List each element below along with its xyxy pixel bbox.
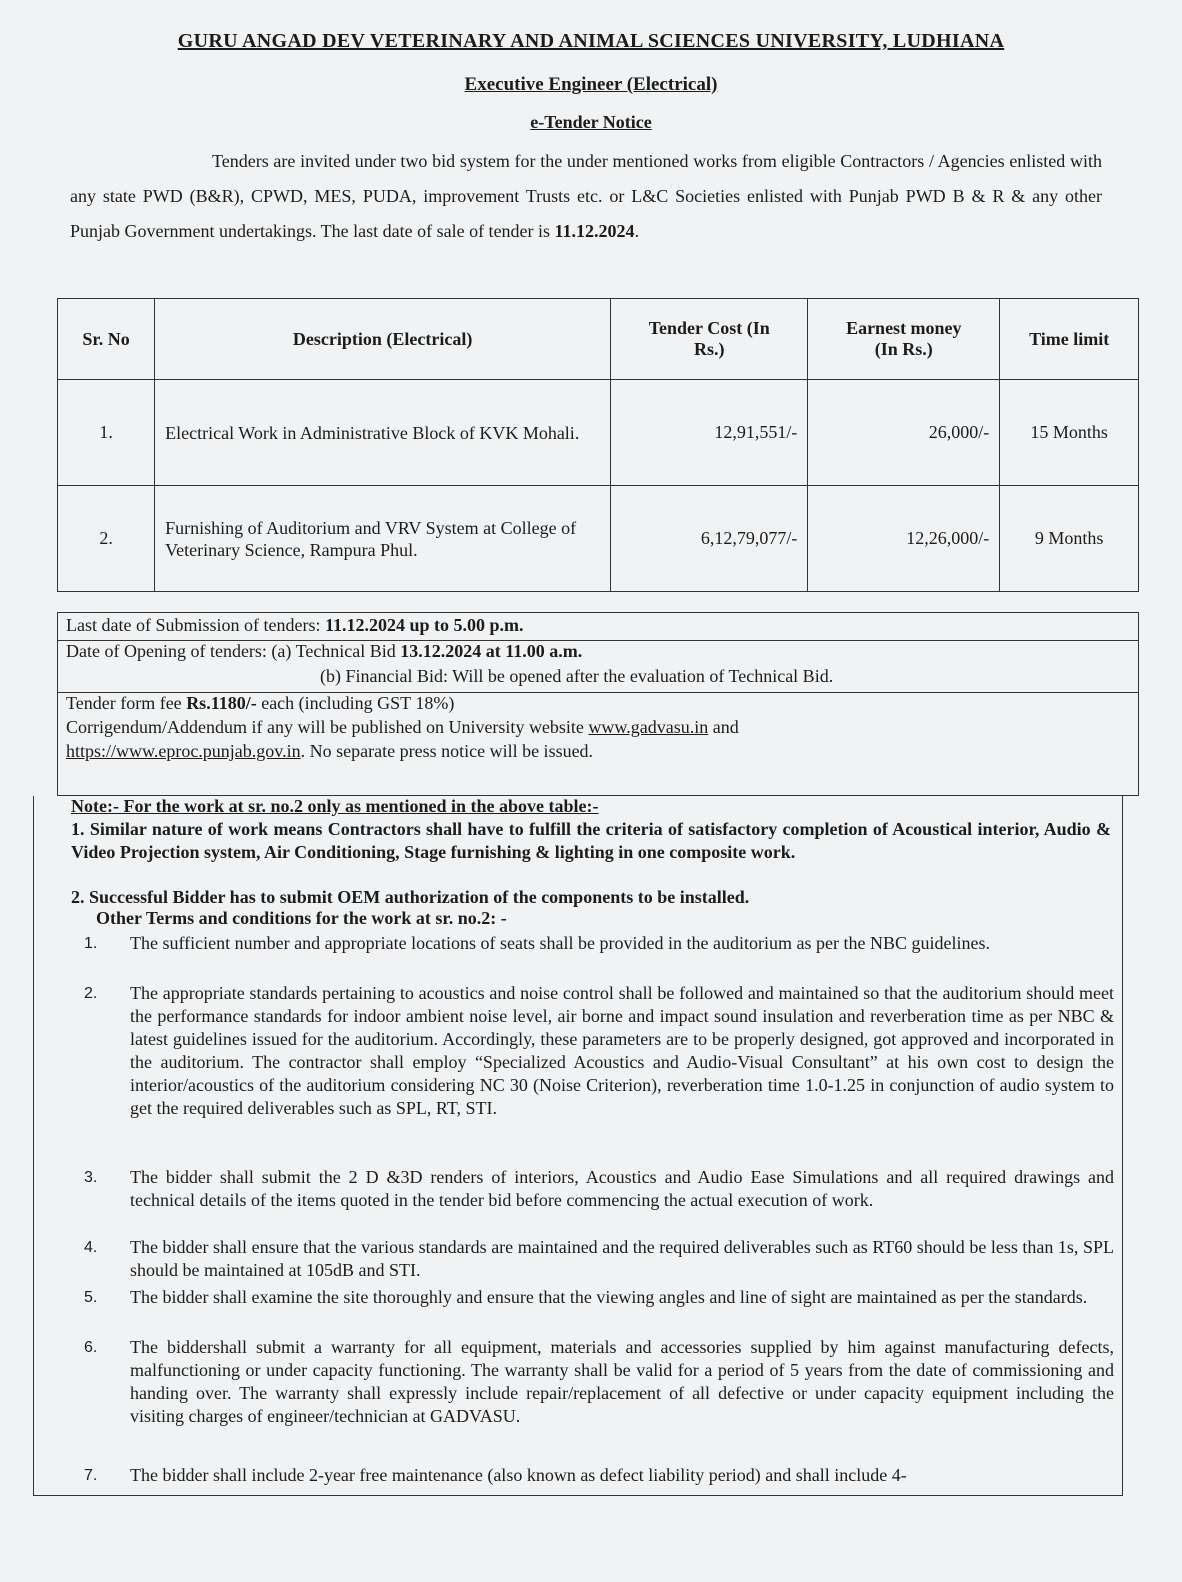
row-tender-cost: 6,12,79,077/- bbox=[611, 486, 808, 592]
works-table bbox=[57, 298, 1139, 592]
term-item: 7. The bidder shall include 2-year free maintenance (also known as defect liability period) and shall include 4- bbox=[84, 1465, 907, 1485]
notes-section bbox=[33, 796, 1123, 1496]
intro-text: Tenders are invited under two bid system for the under mentioned works from eligible Contractors / Agencies enlisted with any state PWD (B&R), CPWD, MES, PUDA, improvement Trusts etc. or L&C Societies enlisted with Punjab PWD B & R & any other Punjab Government undertakings. The last date of sale of tender is bbox=[70, 151, 1102, 241]
table-header-row bbox=[58, 299, 1139, 380]
submission-last-date-row: Last date of Submission of tenders: 11.12.2024 up to 5.00 p.m. bbox=[58, 613, 1138, 641]
term-item: 1. The sufficient number and appropriate locations of seats shall be provided in the auditorium as per the NBC guidelines. bbox=[84, 933, 990, 953]
header-sr-no: Sr. No bbox=[58, 299, 155, 380]
university-name: GURU ANGAD DEV VETERINARY AND ANIMAL SCIENCES UNIVERSITY, LUDHIANA bbox=[177, 30, 1005, 52]
row-time-limit: 15 Months bbox=[1000, 380, 1139, 486]
terms-heading: Other Terms and conditions for the work at sr. no.2: - bbox=[96, 908, 507, 928]
submission-last-date: 11.12.2024 up to 5.00 p.m. bbox=[324, 615, 524, 635]
row-description: Furnishing of Auditorium and VRV System at College of Veterinary Science, Rampura Phul. bbox=[155, 486, 611, 592]
row-time-limit: 9 Months bbox=[1000, 486, 1139, 592]
term-item: 2. The appropriate standards pertaining to acoustics and noise control shall be followed and maintained so that the auditorium should meet the performance standards for indoor ambient noise level, air borne and impact sound insulation and reverberation time as per NBC & latest guidelines issued for the auditorium. Accordingly, these parameters are to be properly designed, got approved and incorporated in the auditorium. The contractor shall employ “Specialized Acoustics and Audio-Visual Consultant” at his own cost to design the interior/acoustics of the auditorium considering NC 30 (Noise Criterion), reverberation time 1.0-1.25 in conjunction of audio system to get the required deliverables such as SPL, RT, STI. bbox=[84, 983, 1114, 1118]
fee-row: Tender form fee Rs.1180/- each (including GST 18%) Corrigendum/Addendum if any will be published on University website www.gadvasu.in and https://www.eproc.punjab.gov.in. No separate press notice will be issued. bbox=[66, 693, 739, 761]
table-row bbox=[58, 486, 1139, 592]
note-heading: Note:- For the work at sr. no.2 only as mentioned in the above table:- bbox=[71, 796, 599, 816]
row-sr: 1. bbox=[58, 380, 155, 486]
row-earnest-money: 26,000/- bbox=[808, 380, 1000, 486]
header-tender-cost: Tender Cost (In Rs.) bbox=[611, 299, 808, 380]
opening-date-row: Date of Opening of tenders: (a) Technical Bid 13.12.2024 at 11.00 a.m. (b) Financial Bid: Will be opened after the evaluation of Technical Bid. bbox=[58, 640, 1138, 693]
row-tender-cost: 12,91,551/- bbox=[611, 380, 808, 486]
row-earnest-money: 12,26,000/- bbox=[808, 486, 1000, 592]
notice-title: e-Tender Notice bbox=[530, 112, 652, 132]
intro-last-date: 11.12.2024 bbox=[554, 221, 635, 241]
note-item-2: 2. Successful Bidder has to submit OEM authorization of the components to be installed. bbox=[71, 887, 750, 907]
technical-bid-date: 13.12.2024 at 11.00 a.m. bbox=[400, 641, 583, 661]
table-row bbox=[58, 380, 1139, 486]
eproc-website-link[interactable]: https://www.eproc.punjab.gov.in bbox=[66, 741, 301, 761]
header-time-limit: Time limit bbox=[1000, 299, 1139, 380]
row-sr: 2. bbox=[58, 486, 155, 592]
university-website-link[interactable]: www.gadvasu.in bbox=[588, 717, 709, 737]
intro-paragraph: Tenders are invited under two bid system for the under mentioned works from eligible Contractors / Agencies enlisted with any state PWD (B&R), CPWD, MES, PUDA, improvement Trusts etc. or L&C Societies enlisted with Punjab PWD B & R & any other Punjab Government undertakings. The last date of sale of tender is 11.12.2024. bbox=[70, 151, 1102, 241]
financial-bid-note: (b) Financial Bid: Will be opened after the evaluation of Technical Bid. bbox=[320, 666, 834, 686]
term-item: 5. The bidder shall examine the site thoroughly and ensure that the viewing angles and line of sight are maintained as per the standards. bbox=[84, 1287, 1088, 1307]
term-item: 4. The bidder shall ensure that the various standards are maintained and the required deliverables such as RT60 should be less than 1s, SPL should be maintained at 105dB and STI. bbox=[84, 1237, 1114, 1280]
header-description: Description (Electrical) bbox=[155, 299, 611, 380]
submission-details-box bbox=[57, 612, 1139, 796]
note-item-1: 1. Similar nature of work means Contractors shall have to fulfill the criteria of satisfactory completion of Acoustical interior, Audio & Video Projection system, Air Conditioning, Stage furnishing & lighting in one composite work. bbox=[71, 819, 1111, 862]
tender-fee: Rs.1180/- bbox=[186, 693, 257, 713]
header-earnest-money: Earnest money (In Rs.) bbox=[808, 299, 1000, 380]
term-item: 3. The bidder shall submit the 2 D &3D renders of interiors, Acoustics and Audio Ease Simulations and all required drawings and technical details of the items quoted in the tender bid before commencing the actual execution of work. bbox=[84, 1167, 1114, 1210]
term-item: 6. The biddershall submit a warranty for all equipment, materials and accessories supplied by him against manufacturing defects, malfunctioning or under capacity functioning. The warranty shall be valid for a period of 5 years from the date of commissioning and handing over. The warranty shall expressly include repair/replacement of all defective or under capacity equipment including the visiting charges of engineer/technician at GADVASU. bbox=[84, 1337, 1114, 1426]
row-description: Electrical Work in Administrative Block of KVK Mohali. bbox=[155, 380, 611, 486]
office-title: Executive Engineer (Electrical) bbox=[464, 74, 718, 95]
